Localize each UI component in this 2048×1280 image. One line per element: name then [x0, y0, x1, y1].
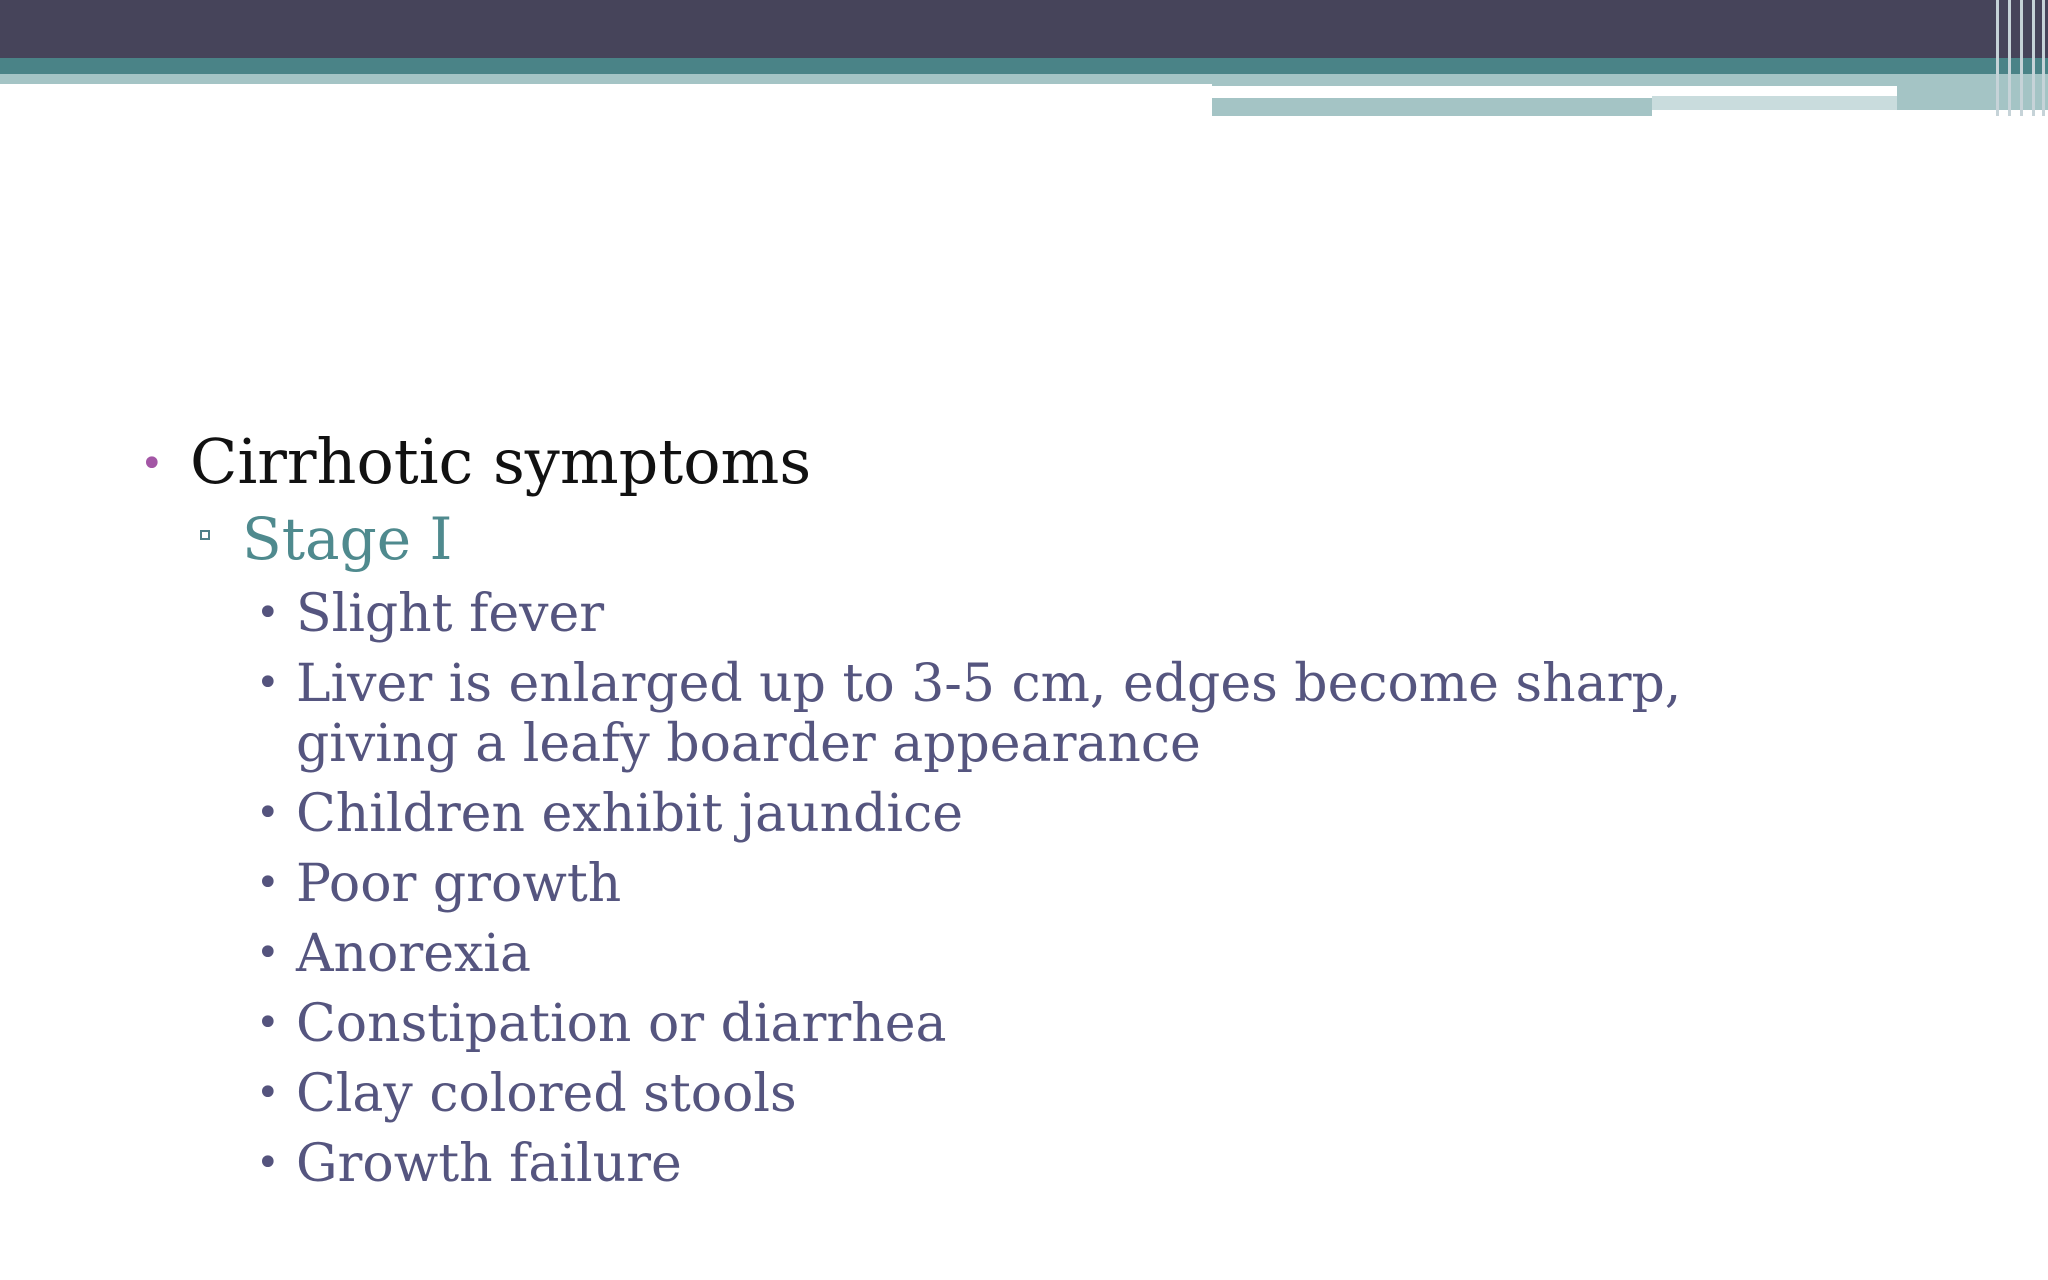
list-item — [252, 854, 1980, 914]
list-item — [252, 1064, 1980, 1124]
slide-body — [140, 420, 1980, 1194]
bullet-level2 — [200, 504, 1980, 574]
list-item-text: Anorexia — [296, 924, 531, 984]
list-item — [252, 584, 1980, 644]
list-item — [252, 784, 1980, 844]
list-item — [252, 924, 1980, 984]
bullet-dot-icon: • — [256, 1070, 280, 1116]
bullet-dot-icon: • — [256, 660, 280, 706]
header-band-right-lower — [1212, 98, 1652, 116]
bullet-level1 — [140, 420, 1980, 504]
list-item-text: Liver is enlarged up to 3-5 cm, edges become sharp, giving a leafy boarder appearance — [296, 654, 1682, 774]
header-band-gap — [1212, 86, 1897, 92]
square-bullet-icon — [200, 548, 242, 559]
list-item — [252, 654, 1980, 774]
header-band-light — [0, 74, 1212, 84]
list-item-text: Clay colored stools — [296, 1064, 797, 1124]
list-item-text: Children exhibit jaundice — [296, 784, 963, 844]
bullet-dot-icon: • — [256, 790, 280, 836]
list-item-text: Constipation or diarrhea — [296, 994, 947, 1054]
header-band-teal — [0, 58, 2048, 74]
list-item-text: Poor growth — [296, 854, 622, 914]
header-stripes — [1990, 0, 2048, 116]
list-item-text: Slight fever — [296, 584, 605, 644]
bullet-level2-text: Stage I — [242, 505, 453, 573]
bullet-dot-icon: • — [256, 930, 280, 976]
list-item — [252, 1134, 1980, 1194]
bullet-dot-icon: • — [256, 1140, 280, 1186]
bullet-dot-icon: • — [140, 441, 164, 487]
header-band-dark — [0, 0, 2048, 58]
bullet-level1-text: Cirrhotic symptoms — [190, 425, 812, 498]
bullet-dot-icon: • — [256, 590, 280, 636]
list-item — [252, 994, 1980, 1054]
bullet-dot-icon: • — [256, 1000, 280, 1046]
list-item-text: Growth failure — [296, 1134, 682, 1194]
bullet-level3-list — [252, 584, 1980, 1194]
bullet-dot-icon: • — [256, 860, 280, 906]
